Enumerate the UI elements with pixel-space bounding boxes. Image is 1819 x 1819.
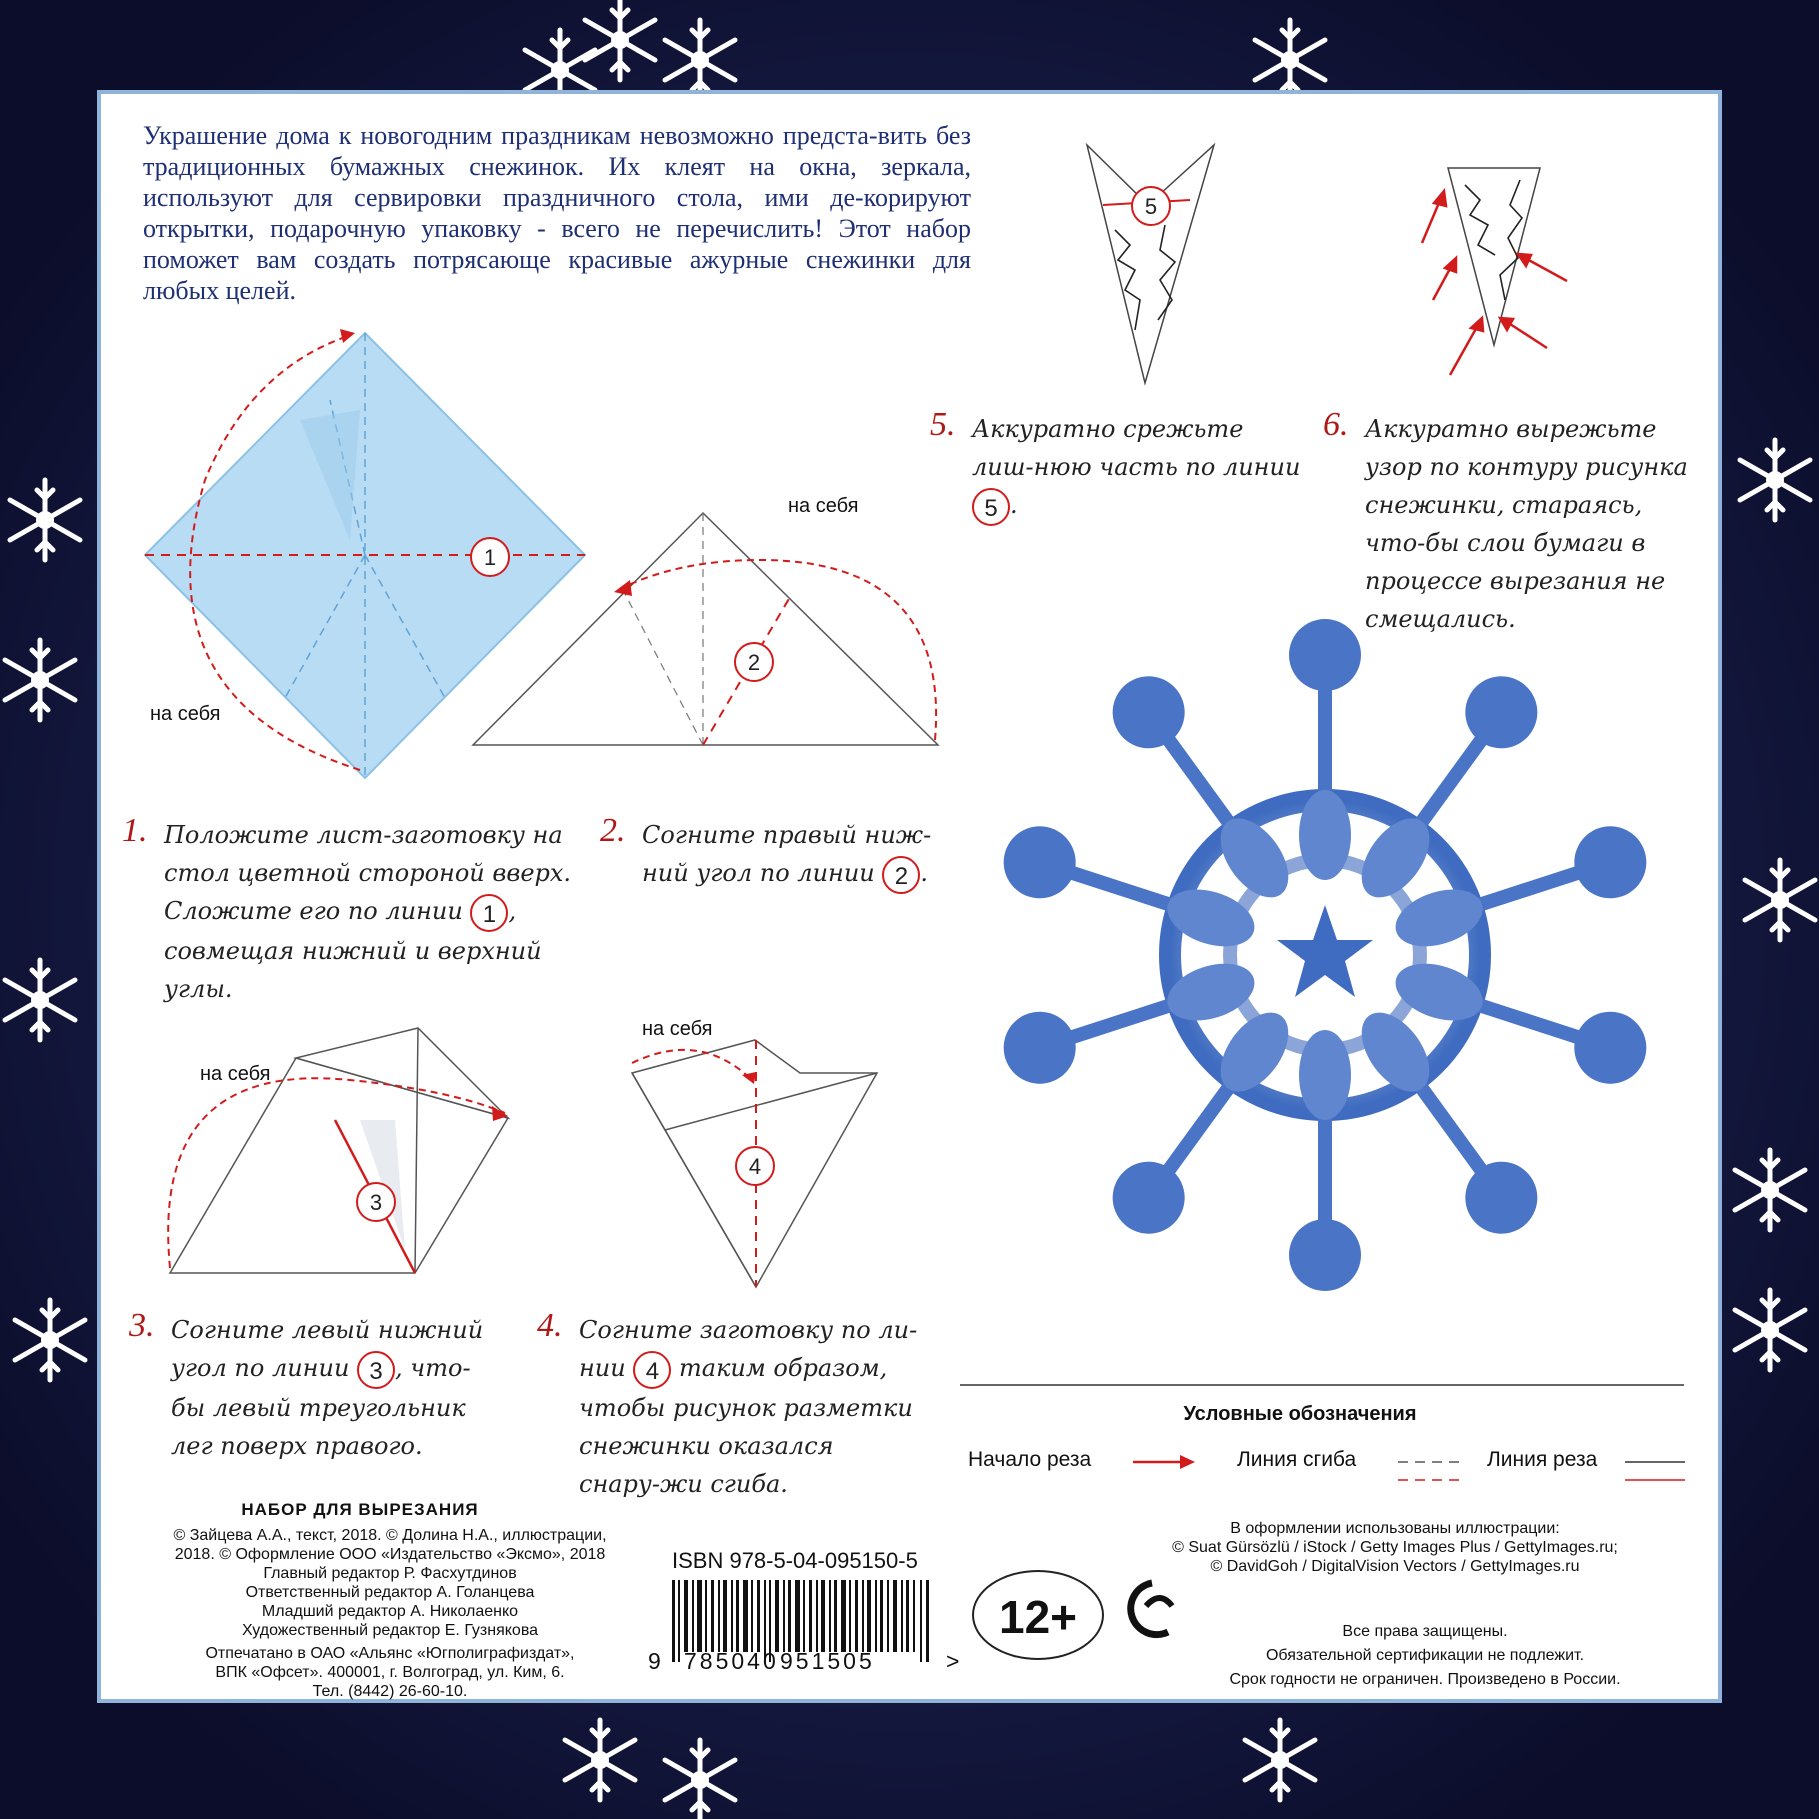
barcode-digits-group1: 785040 [684, 1648, 779, 1674]
step-5 [930, 406, 1302, 526]
step-2-number: 2. [600, 812, 626, 849]
isbn: ISBN 978-5-04-095150-5 [672, 1548, 918, 1573]
step-4-text-end: таким образом, чтобы рисунок разметки снежинки оказался снару-жи сгиба. [579, 1354, 913, 1498]
step-4 [537, 1307, 919, 1503]
rights-line: Срок годности не ограничен. Произведено в России. [1229, 1671, 1621, 1688]
age-rating-badge: 12+ [972, 1570, 1104, 1660]
fold-line-2-marker: 2 [734, 642, 774, 682]
step-5-number: 5. [930, 406, 956, 443]
step-1-text-end: , совмещая нижний и верхний углы. [164, 897, 542, 1003]
step-6 [1323, 406, 1695, 638]
step-2-text: Согните правый ниж-ний угол по линии [642, 821, 932, 887]
credits-line: © DavidGoh / DigitalVision Vectors / GettyImages.ru [1210, 1558, 1580, 1575]
rights-line: Все права защищены. [1342, 1623, 1508, 1640]
legend-title: Условные обозначения [1183, 1403, 1417, 1425]
legend-fold-line: Линия сгиба [1237, 1448, 1357, 1471]
step-1-text: Положите лист-заготовку на стол цветной стороной вверх. Сложите его по линии [164, 821, 572, 925]
step-4-number: 4. [537, 1307, 563, 1344]
step-1-line-ref: 1 [470, 894, 508, 932]
step6-diagram [1422, 168, 1567, 375]
step-3-text-end: , что-бы левый треугольник лег поверх правого. [171, 1354, 471, 1460]
step-2-line-ref: 2 [882, 856, 920, 894]
step-4-text: Согните заготовку по ли-нии [579, 1316, 918, 1382]
step-1 [122, 812, 574, 1008]
imprint-line: Главный редактор Р. Фасхутдинов [263, 1565, 517, 1582]
imprint-line: 2018. © Оформление ООО «Издательство «Эксмо», 2018 [174, 1546, 606, 1563]
publisher-logo [1131, 1583, 1172, 1635]
step-5-text: Аккуратно срежьте лиш-нюю часть по линии [972, 415, 1301, 481]
fold-line-3-marker: 3 [356, 1182, 396, 1222]
toward-self-label-4: на себя [642, 1018, 713, 1040]
step-6-text: Аккуратно вырежьте узор по контуру рисунка снежинки, стараясь, что-бы слои бумаги в процессе вырезания не смещались. [1365, 415, 1688, 633]
barcode-digits-group2: 951505 [780, 1648, 875, 1674]
step-5-line-ref: 5 [972, 488, 1010, 526]
step-3-line-ref: 3 [357, 1351, 395, 1389]
step-5-text-end: . [1010, 491, 1018, 519]
credits-line: В оформлении использованы иллюстрации: [1230, 1520, 1560, 1537]
credits-block [1130, 1519, 1660, 1576]
imprint-line: Ответственный редактор А. Голанцева [245, 1584, 535, 1601]
set-title: НАБОР ДЛЯ ВЫРЕЗАНИЯ [241, 1500, 479, 1519]
barcode-tail: > [946, 1648, 960, 1674]
imprint-block [120, 1526, 660, 1701]
fold-line-1-marker: 1 [470, 537, 510, 577]
imprint-line: © Зайцева А.А., текст, 2018. © Долина Н.А., иллюстрации, [173, 1527, 607, 1544]
imprint-line: Тел. (8442) 26-60-10. [312, 1683, 468, 1700]
imprint-line: Младший редактор А. Николаенко [261, 1603, 519, 1620]
cut-line-5-marker: 5 [1131, 186, 1171, 226]
legend-cut-start: Начало реза [968, 1448, 1092, 1471]
step-3 [129, 1307, 491, 1465]
step-6-number: 6. [1323, 406, 1349, 443]
step-1-number: 1. [122, 812, 148, 849]
snowflake-result-image [994, 619, 1655, 1291]
credits-line: © Suat Gürsözlü / iStock / Getty Images Plus / GettyImages.ru; [1172, 1539, 1618, 1556]
step-2-text-end: . [920, 859, 929, 887]
imprint-line: ВПК «Офсет». 400001, г. Волгоград, ул. Ким, 6. [215, 1664, 565, 1681]
step-2 [600, 812, 942, 894]
toward-self-label-1: на себя [150, 703, 221, 725]
rights-line: Обязательной сертификации не подлежит. [1265, 1647, 1585, 1664]
legend-cut-line: Линия реза [1487, 1448, 1598, 1471]
fold-line-4-marker: 4 [735, 1146, 775, 1186]
imprint-line: Отпечатано в ОАО «Альянс «Югполиграфиздат», [205, 1645, 575, 1662]
imprint-line: Художественный редактор Е. Гузнякова [241, 1622, 539, 1639]
toward-self-label-2: на себя [788, 495, 859, 517]
step-3-text: Согните левый нижний угол по линии [171, 1316, 484, 1382]
step-3-number: 3. [129, 1307, 155, 1344]
rights-block [1190, 1620, 1660, 1692]
step-4-line-ref: 4 [633, 1351, 671, 1389]
barcode-digit-first: 9 [648, 1648, 661, 1674]
intro-paragraph: Украшение дома к новогодним праздникам невозможно предста-вить без традиционных бумажных снежинок. Их клеят на окна, зеркала, используют для сервировки праздничного стола, ими де-корируют открытки, подарочную упаковку - всего не перечислить! Этот набор поможет вам создать потрясающе красивые ажурные снежинки для любых целей. [143, 121, 971, 305]
toward-self-label-3: на себя [200, 1063, 271, 1085]
step5-diagram [1087, 145, 1214, 383]
